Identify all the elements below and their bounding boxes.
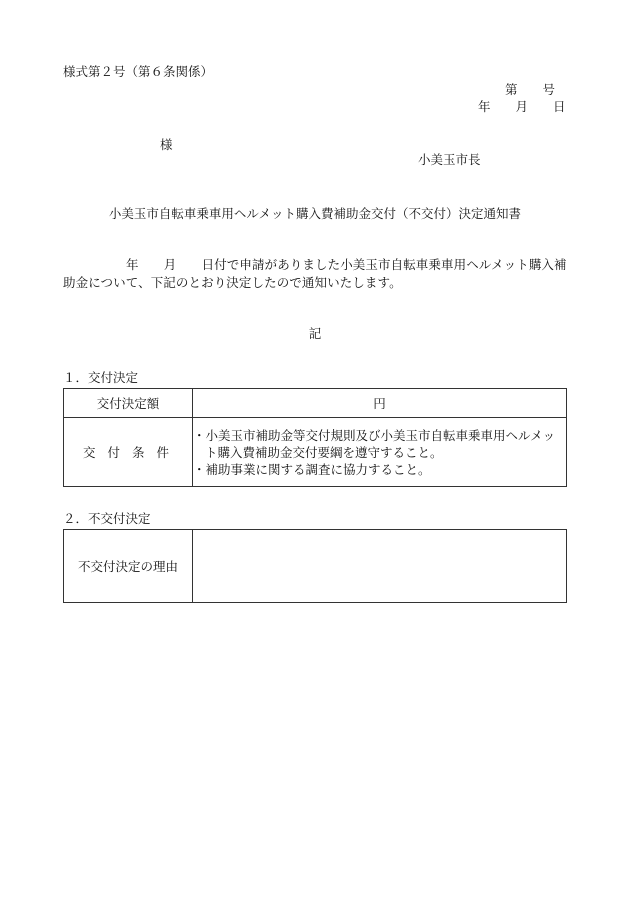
amount-label-cell: 交付決定額 (64, 389, 193, 418)
condition-item: ・補助事業に関する調査に協力すること。 (193, 461, 431, 477)
section-grant-decision-heading: １．交付決定 (63, 370, 139, 385)
issue-date: 年 月 日 (478, 99, 566, 114)
non-grant-decision-table (63, 529, 567, 603)
amount-value-cell: 円 (193, 389, 567, 418)
issuer-name: 小美玉市長 (418, 152, 481, 167)
document-number: 第 号 (505, 82, 556, 97)
table-row (64, 530, 567, 603)
ki-marker: 記 (308, 326, 322, 341)
conditions-label-cell: 交 付 条 件 (64, 418, 193, 487)
document-title: 小美玉市自転車乗車用ヘルメット購入費補助金交付（不交付）決定通知書 (108, 206, 522, 221)
form-label: 様式第２号（第６条関係） (63, 64, 214, 79)
section-non-grant-decision-heading: ２．不交付決定 (63, 511, 151, 526)
condition-item: ・小美玉市補助金等交付規則及び小美玉市自転車乗車用ヘルメット購入費補助金交付要綱を遵守すること。 (193, 427, 556, 460)
reason-label-cell: 不交付決定の理由 (64, 530, 193, 603)
table-row (64, 418, 567, 487)
recipient-honorific: 様 (160, 137, 173, 152)
grant-decision-table (63, 388, 567, 487)
notice-body-text: 年 月 日付で申請がありました小美玉市自転車乗車用ヘルメット購入補助金について、下記のとおり決定したので通知いたします。 (63, 257, 567, 290)
table-row (64, 389, 567, 418)
conditions-cell (193, 418, 567, 487)
reason-value-cell (193, 530, 567, 603)
